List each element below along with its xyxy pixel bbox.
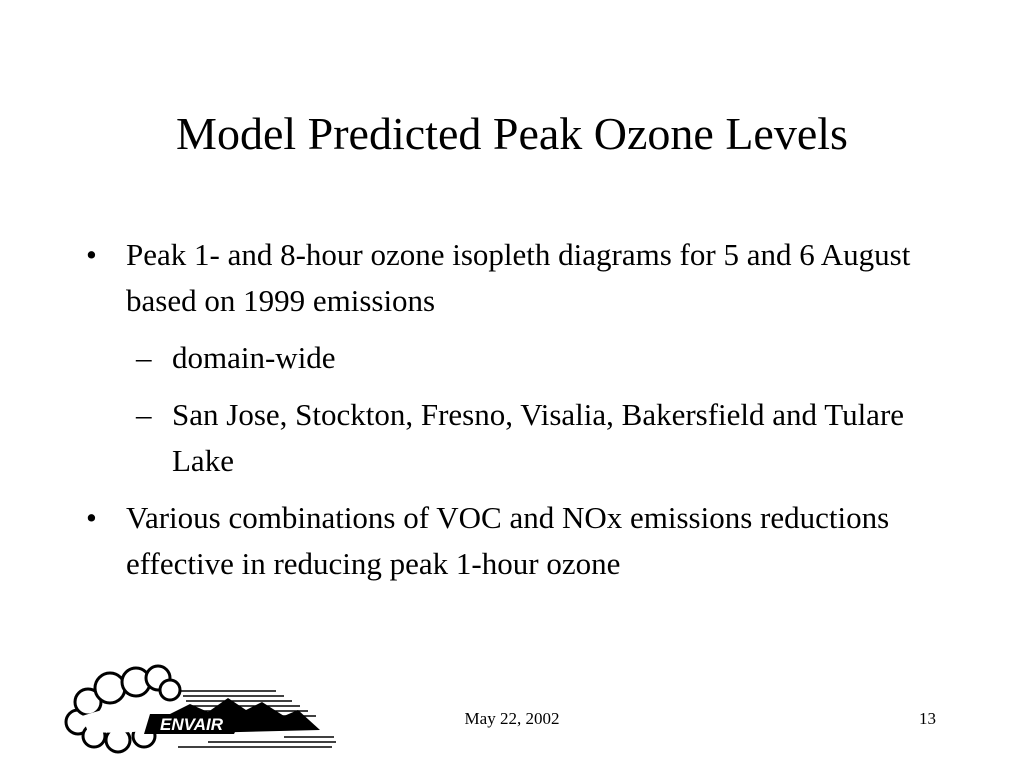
footer-date: May 22, 2002 [464,709,560,728]
page-number: 13 [919,709,936,728]
sub-bullet-item-2 [126,392,966,484]
sub-bullet-text: domain-wide [172,340,336,375]
bullet-marker: • [86,237,97,272]
logo-text: ENVAIR [160,715,223,734]
bullet-text: Peak 1- and 8-hour ozone isopleth diagrams for 5 and 6 August based on 1999 emissions [126,237,911,318]
sub-bullet-item-1 [126,335,966,381]
bullet-marker: • [86,500,97,535]
sub-bullet-list [126,335,966,484]
sub-bullet-text: San Jose, Stockton, Fresno, Visalia, Bakersfield and Tulare Lake [172,397,905,478]
sub-bullet-marker: – [136,397,152,432]
bullet-item-2 [86,495,966,587]
sub-bullet-marker: – [136,340,152,375]
bullet-list [86,232,966,598]
bullet-item-1 [86,232,966,484]
bullet-text: Various combinations of VOC and NOx emissions reductions effective in reducing peak 1-hour ozone [126,500,890,581]
slide-title: Model Predicted Peak Ozone Levels [176,108,848,159]
